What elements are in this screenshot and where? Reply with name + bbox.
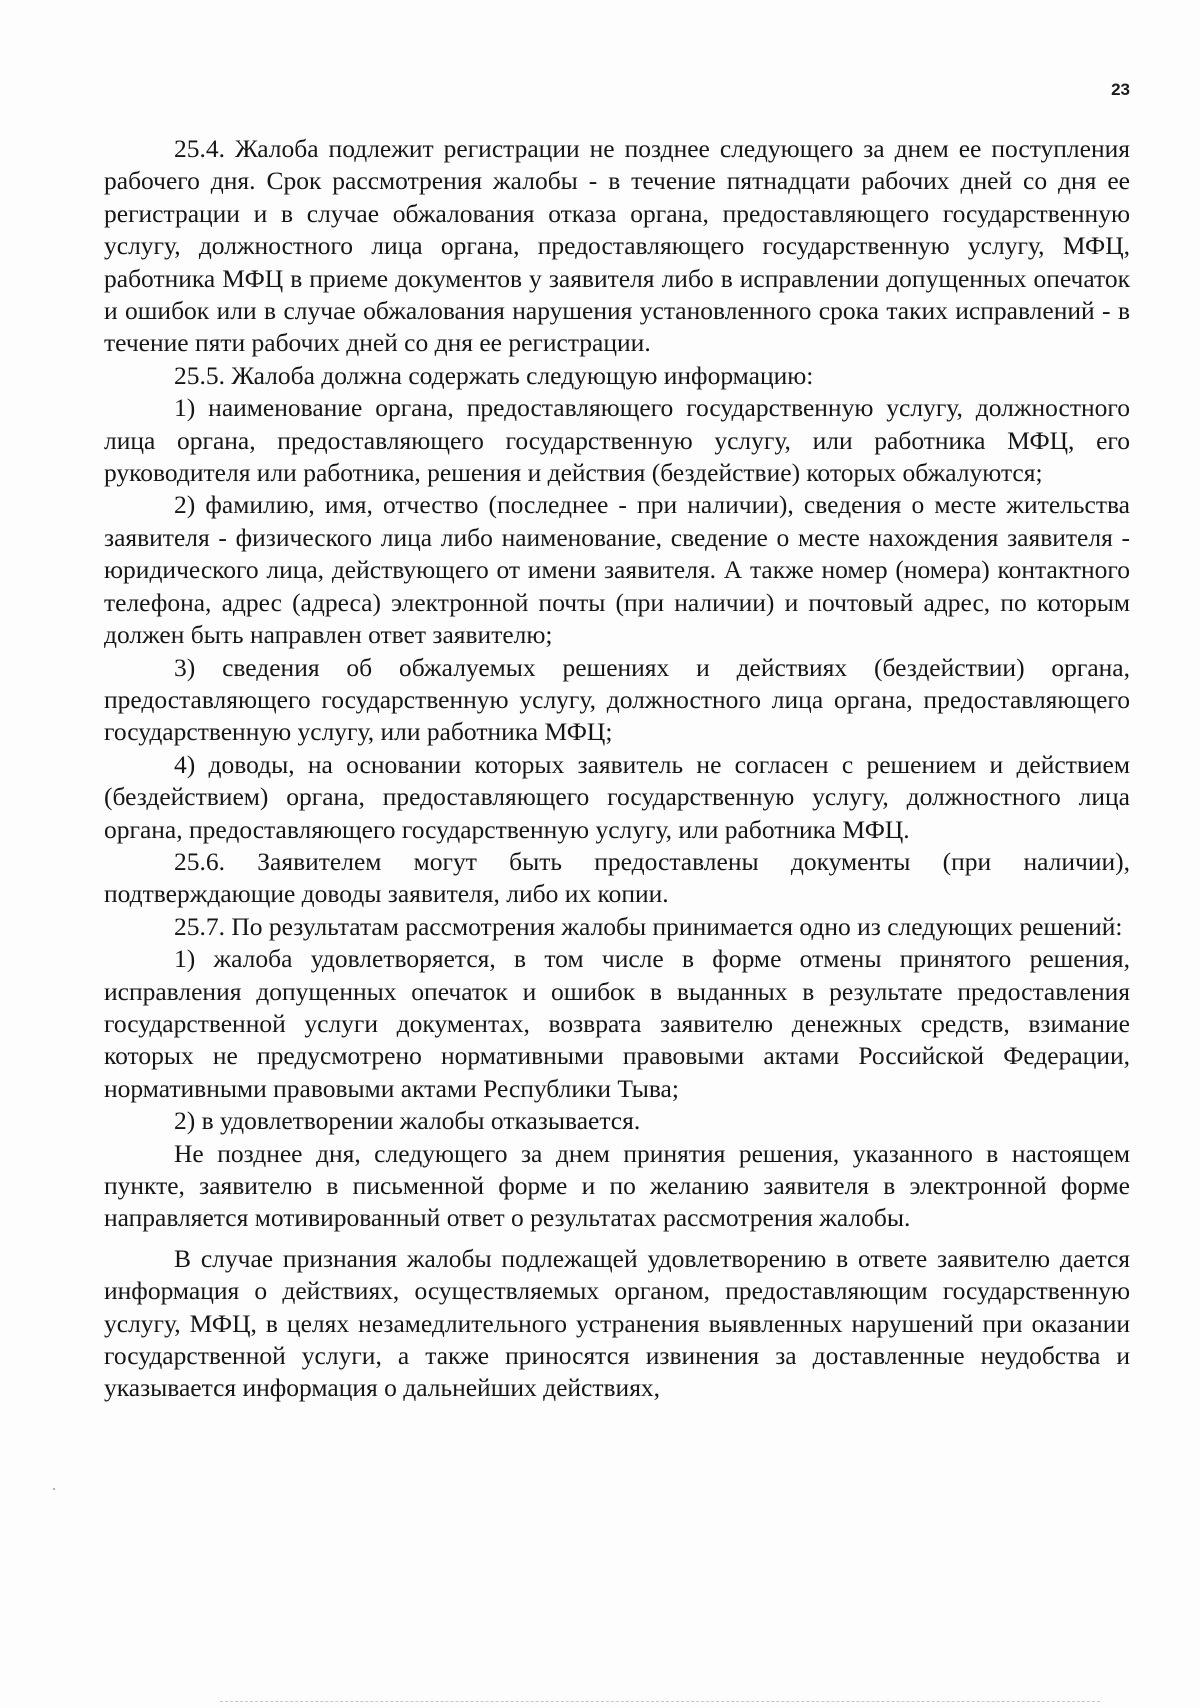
list-item-25-5-3: 3) сведения об обжалуемых решениях и действиях (бездействии) органа, предоставляющего государственную услугу, должностного лица органа, предоставляющего государственную услугу, или работника МФЦ; bbox=[104, 652, 1130, 747]
document-body bbox=[104, 133, 1130, 1405]
paragraph-25-6: 25.6. Заявителем могут быть предоставлены документы (при наличии), подтверждающие доводы заявителя, либо их копии. bbox=[104, 846, 1130, 909]
scan-edge-line bbox=[220, 1701, 1100, 1702]
list-item-25-7-2: 2) в удовлетворении жалобы отказывается. bbox=[174, 1106, 641, 1136]
paragraph-25-7: 25.7. По результатам рассмотрения жалобы принимается одно из следующих решений: bbox=[174, 911, 1123, 941]
paragraph-complaint-satisfied: В случае признания жалобы подлежащей удовлетворению в ответе заявителю дается информация о действиях, осуществляемых органом, предоставляющим государственную услугу, МФЦ, в целях незамедлительного устранения выявленных нарушений при оказании государственной услуги, а также приносятся извинения за доставленные неудобства и указывается информация о дальнейших действиях, bbox=[104, 1243, 1130, 1403]
scan-speck bbox=[53, 1488, 55, 1490]
list-item-25-5-4: 4) доводы, на основании которых заявитель не согласен с решением и действием (бездействием) органа, предоставляющего государственную услугу, должностного лица органа, предоставляющего государственную услугу, или работника МФЦ. bbox=[104, 749, 1130, 844]
list-item-25-5-2: 2) фамилию, имя, отчество (последнее - при наличии), сведения о месте жительства заявителя - физического лица либо наименование, сведение о месте нахождения заявителя - юридического лица, действующего от имени заявителя. А также номер (номера) контактного телефона, адрес (адреса) электронной почты (при наличии) и почтовый адрес, по которым должен быть направлен ответ заявителю; bbox=[104, 490, 1130, 650]
list-item-25-5-1: 1) наименование органа, предоставляющего государственную услугу, должностного лица органа, предоставляющего государственную услугу, или работника МФЦ, его руководителя или работника, решения и действия (бездействие) которых обжалуются; bbox=[104, 393, 1130, 488]
paragraph-25-5: 25.5. Жалоба должна содержать следующую информацию: bbox=[174, 360, 814, 390]
paragraph-response-deadline: Не позднее дня, следующего за днем принятия решения, указанного в настоящем пункте, заявителю в письменной форме и по желанию заявителя в электронной форме направляется мотивированный ответ о результатах рассмотрения жалобы. bbox=[104, 1138, 1130, 1233]
paragraph-25-4: 25.4. Жалоба подлежит регистрации не позднее следующего за днем ее поступления рабочего дня. Срок рассмотрения жалобы - в течение пятнадцати рабочих дней со дня ее регистрации и в случае обжалования отказа органа, предоставляющего государственную услугу, должностного лица органа, предоставляющего государственную услугу, МФЦ, работника МФЦ в приеме документов у заявителя либо в исправлении допущенных опечаток и ошибок или в случае обжалования нарушения установленного срока таких исправлений - в течение пяти рабочих дней со дня ее регистрации. bbox=[104, 134, 1130, 358]
page-number: 23 bbox=[1111, 80, 1130, 99]
list-item-25-7-1: 1) жалоба удовлетворяется, в том числе в форме отмены принятого решения, исправления допущенных опечаток и ошибок в выданных в результате предоставления государственной услуги документах, возврата заявителю денежных средств, взимание которых не предусмотрено нормативными правовыми актами Российской Федерации, нормативными правовыми актами Республики Тыва; bbox=[104, 944, 1130, 1103]
